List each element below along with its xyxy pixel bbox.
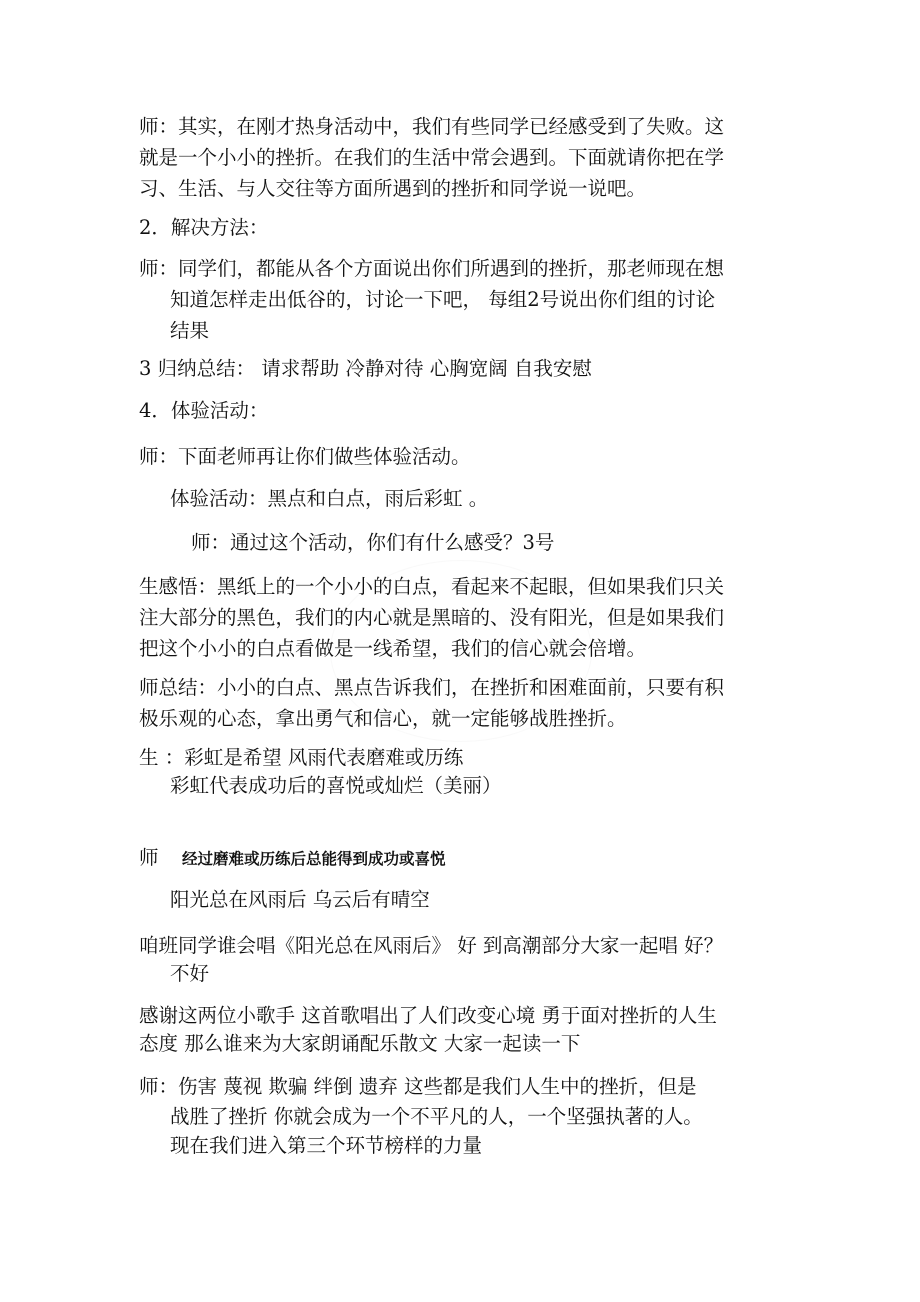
paragraph-line: 师：通过这个活动，你们有什么感受？3号 [191, 531, 555, 554]
paragraph-line: 生感悟：黑纸上的一个小小的白点，看起来不起眼，但如果我们只关 [139, 575, 725, 598]
paragraph-line: 体验活动：黑点和白点，雨后彩虹 。 [170, 487, 489, 510]
paragraph-line: 感谢这两位小歌手 这首歌唱出了人们改变心境 勇于面对挫折的人生 [139, 1004, 717, 1027]
paragraph-line: 注大部分的黑色，我们的内心就是黑暗的、没有阳光，但是如果我们 [139, 606, 725, 629]
speaker-label: 师 [139, 846, 159, 869]
paragraph-line: 不好 [170, 962, 210, 985]
bold-line: 经过磨难或历练后总能得到成功或喜悦 [182, 850, 446, 868]
paragraph-line: 阳光总在风雨后 乌云后有晴空 [170, 888, 430, 911]
paragraph-line: 师：下面老师再让你们做些体验活动。 [139, 445, 471, 468]
paragraph-line: 师：其实，在刚才热身活动中，我们有些同学已经感受到了失败。这 [139, 115, 725, 138]
paragraph-line: 知道怎样走出低谷的，讨论一下吧， 每组2号说出你们组的讨论 [170, 288, 716, 311]
paragraph-line: 师：伤害 蔑视 欺骗 绊倒 遗弃 这些都是我们人生中的挫折，但是 [139, 1075, 697, 1098]
paragraph-line: 师：同学们，都能从各个方面说出你们所遇到的挫折，那老师现在想 [139, 257, 725, 280]
paragraph-line: 把这个小小的白点看做是一线希望，我们的信心就会倍增。 [139, 637, 647, 660]
paragraph-line: 彩虹代表成功后的喜悦或灿烂（美丽） [170, 774, 502, 797]
paragraph-line: 师总结：小小的白点、黑点告诉我们，在挫折和困难面前，只要有积 [139, 676, 725, 699]
paragraph-line: 态度 那么谁来为大家朗诵配乐散文 大家一起读一下 [139, 1032, 581, 1055]
paragraph-line: 就是一个小小的挫折。在我们的生活中常会遇到。下面就请你把在学 [139, 146, 725, 169]
paragraph-line: 极乐观的心态，拿出勇气和信心，就一定能够战胜挫折。 [139, 707, 627, 730]
paragraph-line: 习、生活、与人交往等方面所遇到的挫折和同学说一说吧。 [139, 177, 647, 200]
paragraph-line: 咱班同学谁会唱《阳光总在风雨后》 好 到高潮部分大家一起唱 好？ [139, 934, 724, 957]
summary-line: 3 归纳总结： 请求帮助 冷静对待 心胸宽阔 自我安慰 [139, 357, 592, 380]
paragraph-line: 结果 [170, 319, 210, 342]
paragraph-line: 战胜了挫折 你就会成为一个不平凡的人，一个坚强执著的人。 [170, 1105, 703, 1128]
paragraph-line: 生 ：彩虹是希望 风雨代表磨难或历练 [139, 746, 464, 769]
paragraph-line: 现在我们进入第三个环节榜样的力量 [170, 1134, 483, 1157]
section-heading: 4．体验活动： [139, 399, 269, 422]
section-heading: 2．解决方法： [139, 216, 269, 239]
